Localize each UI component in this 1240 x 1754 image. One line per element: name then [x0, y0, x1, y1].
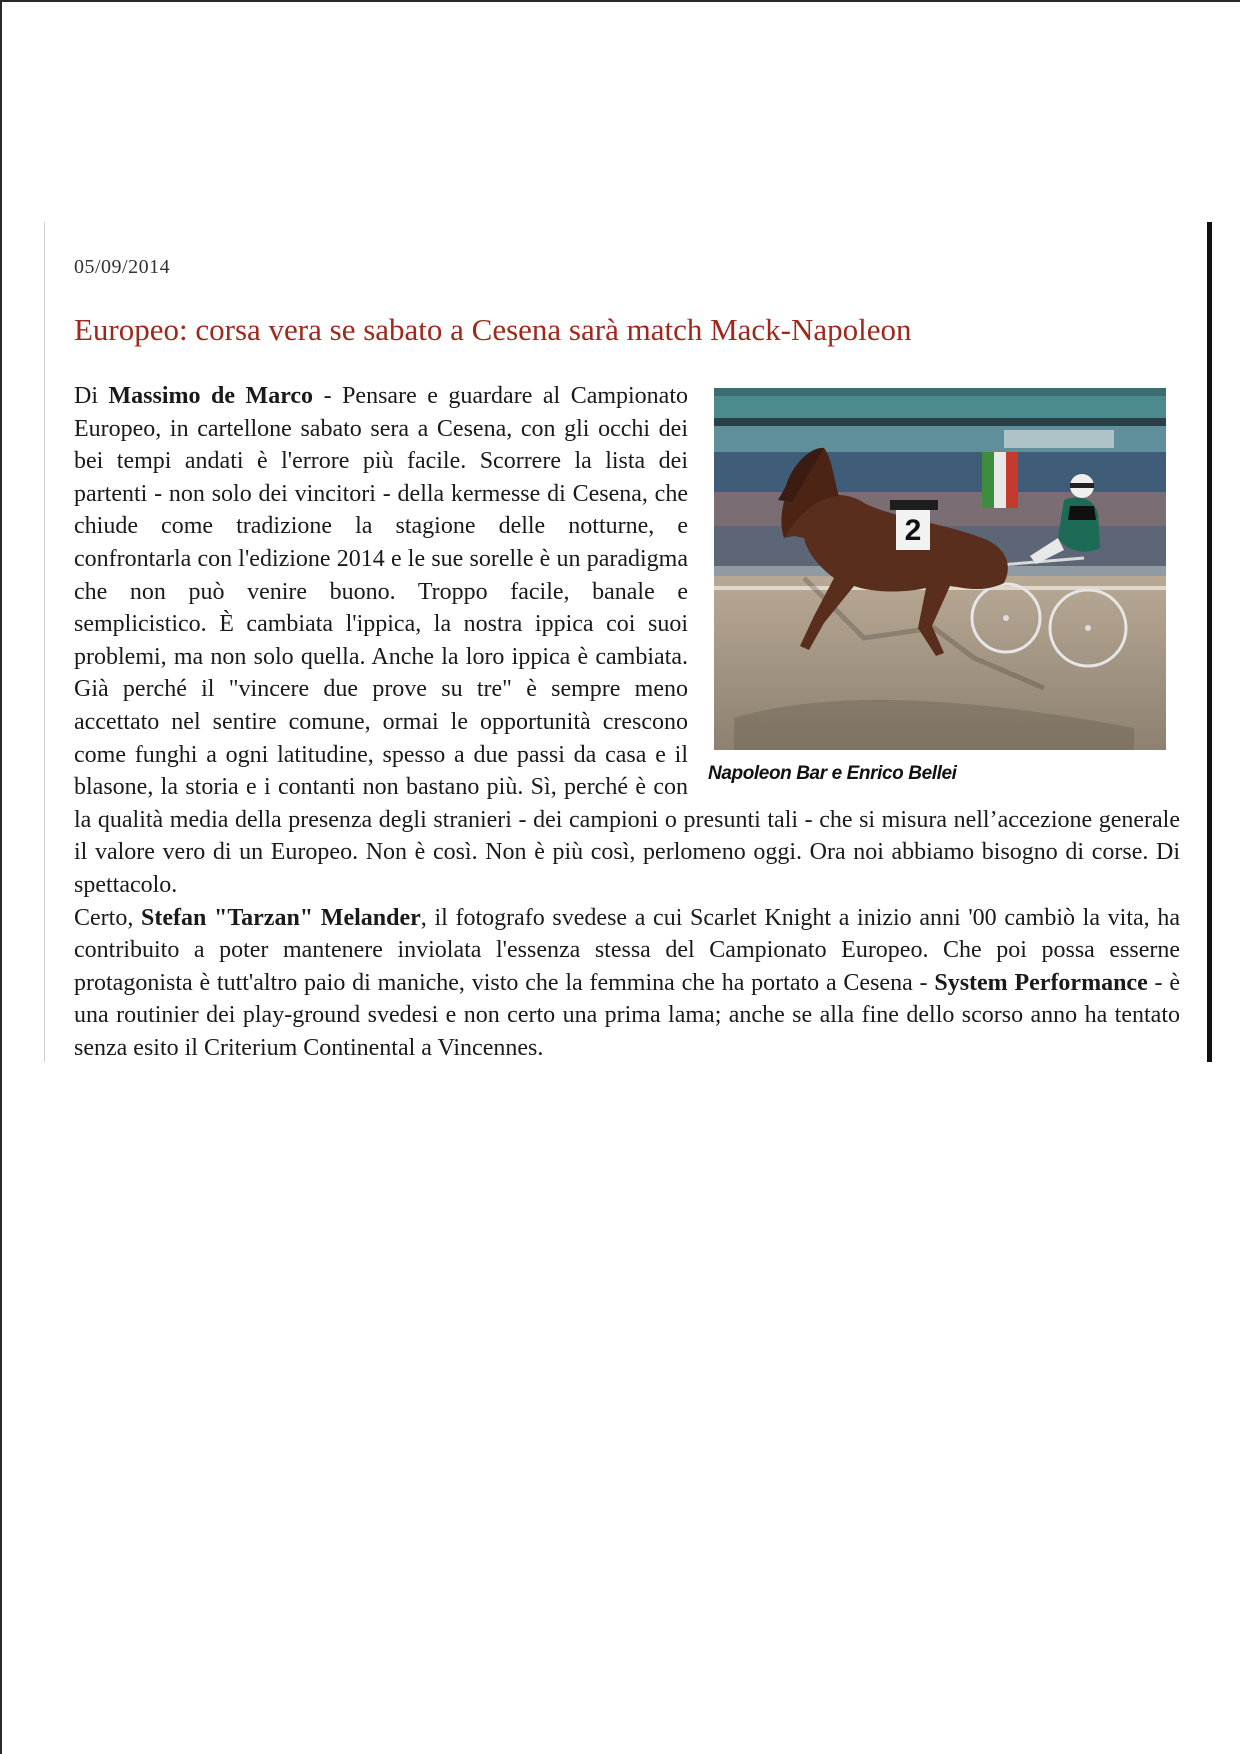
newspaper-clipping: [44, 222, 1212, 1062]
horse-name: System Performance: [934, 969, 1148, 996]
page-left-border: [0, 0, 2, 1754]
harness-racing-photo: [714, 388, 1166, 750]
author-name: Massimo de Marco: [108, 383, 314, 409]
paragraph-1-lead: Di: [74, 383, 109, 409]
article-headline: Europeo: corsa vera se sabato a Cesena sarà match Mack-Napoleon: [74, 312, 912, 347]
saddle-number: 2: [904, 514, 922, 547]
paragraph-1-text: - Pensare e guardare al Campionato Europeo, in cartellone sabato sera a Cesena, con gli occhi dei bei tempi andati è l'errore più facile. Scorrere la lista dei partenti - non solo dei vincitori - della kermesse di Cesena, che chiude come tradizione la stagione delle notturne, e confrontarla con l'edizione 2014 e le sue sorelle è un paradigma che non può venire buono. Troppo facile, banale e semplicistico. È cambiata l'ippica, la nostra ippica coi suoi problemi, ma non solo quella. Anche la loro ippica è cambiata. Già perché il "vincere due prove su tre" è sempre meno accettato nel sentire comune, ormai le opportunità crescono come funghi a ogni latitudine, spesso a due passi da casa e il blasone, la storia e i contanti non bastano più. Sì, perché è con la qualità media della presenza degli stranieri - dei campioni o presunti tali - che si misura nell’accezione generale il valore vero di un Europeo. Non è così. Non è più così, perlomeno oggi. Ora noi abbiamo bisogno di corse. Di spettacolo.: [74, 383, 1180, 898]
article-body: [74, 380, 1180, 1064]
paragraph-2-lead: Certo,: [74, 904, 141, 931]
clipping-right-rule: [1207, 222, 1212, 1062]
paragraph-2-text-2: - è una routinier dei play-ground svedesi e non certo una prima lama; anche se alla fine dello scorso anno ha tentato senza esito il Criterium Continental a Vincennes.: [74, 969, 1180, 1061]
article-date: 05/09/2014: [74, 256, 171, 278]
harness-racing-photo-image: [714, 388, 1166, 750]
photographer-name: Stefan "Tarzan" Melander: [141, 904, 421, 931]
article-photo-figure: [708, 388, 1180, 800]
article-paragraph-2: [74, 902, 1180, 1065]
page-top-border: [0, 0, 1240, 2]
photo-caption: Napoleon Bar e Enrico Bellei: [708, 763, 957, 784]
paragraph-2-text-1: , il fotografo svedese a cui Scarlet Knight a inizio anni '00 cambiò la vita, ha contribuito a poter mantenere inviolata l'essenza stessa del Campionato Europeo. Che poi possa esserne protagonista è tutt'altro paio di maniche, visto che la femmina che ha portato a Cesena -: [74, 904, 1180, 996]
clipping-left-rule: [44, 222, 45, 1062]
